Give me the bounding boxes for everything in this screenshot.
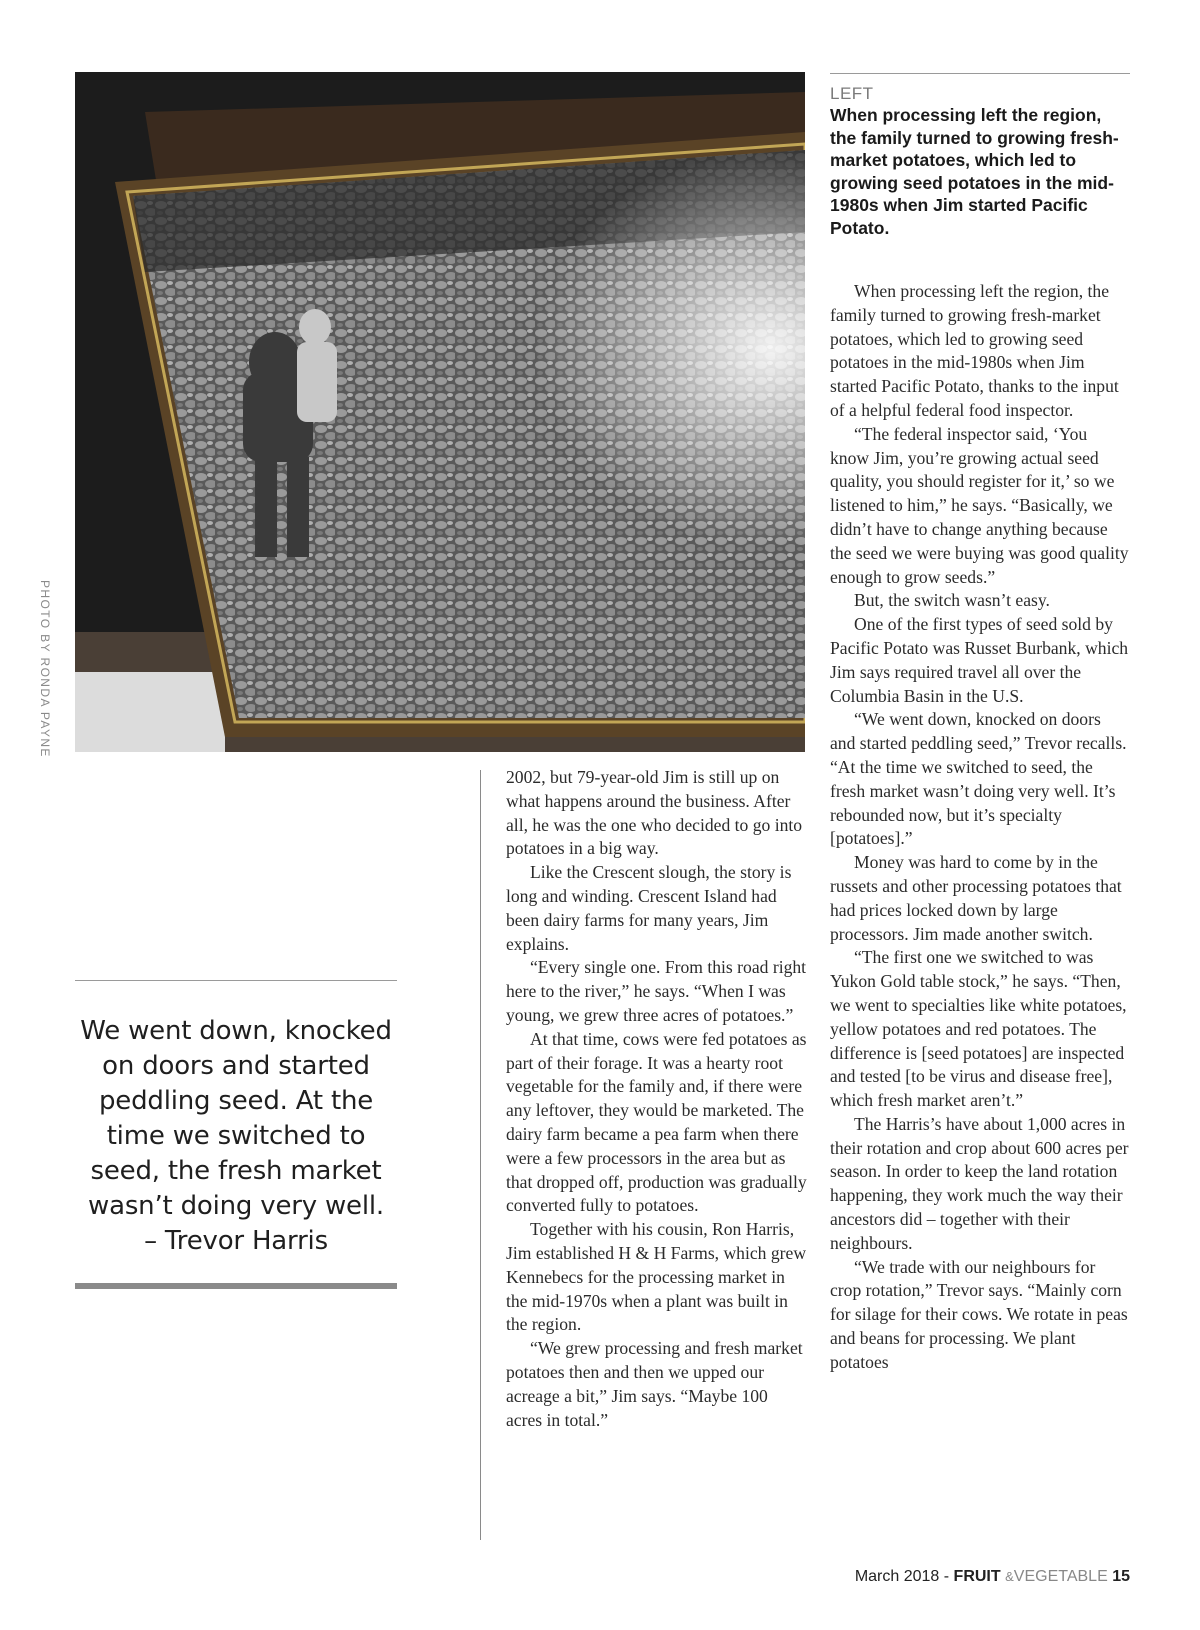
photo-credit: PHOTO BY RONDA PAYNE: [38, 580, 52, 758]
paragraph: “The first one we switched to was Yukon Gold table stock,” he says. “Then, we went to specialties like white potatoes, yellow potatoes and red potatoes. The difference is [seed potatoes] are inspected and tested [to be virus and disease free], which fresh market aren’t.”: [830, 947, 1127, 1111]
pull-quote-top-rule: [75, 980, 397, 981]
photo-illustration: [75, 72, 805, 752]
article-column-right: [830, 280, 1130, 1375]
paragraph: The Harris’s have about 1,000 acres in their rotation and crop about 600 acres per season. In order to keep the land rotation happening, they work much the way their ancestors did – together with their neighbours.: [830, 1113, 1129, 1253]
paragraph: “We grew processing and fresh market potatoes then and then we upped our acreage a bit,” Jim says. “Maybe 100 acres in total.”: [506, 1338, 803, 1430]
pull-quote: [75, 980, 397, 1289]
pull-quote-text: We went down, knocked on doors and started peddling seed. At the time we switched to seed, the fresh market wasn’t doing very well.: [80, 1016, 392, 1221]
paragraph: “The federal inspector said, ‘You know Jim, you’re growing actual seed quality, you should register for it,’ so we listened to him,” he says. “Basically, we didn’t have to change anything because the seed we were buying was good quality enough to grow seeds.”: [830, 423, 1129, 587]
magazine-name-vegetable: VEGETABLE: [1013, 1568, 1108, 1585]
caption-label: LEFT: [830, 84, 874, 103]
paragraph: Money was hard to come by in the russets and other processing potatoes that had prices locked down by large processors. Jim made another switch.: [830, 852, 1122, 944]
paragraph: At that time, cows were fed potatoes as part of their forage. It was a hearty root vegetable for the family and, if there were any leftover, they would be marketed. The dairy farm became a pea farm when there were a few processors in the area but as that dropped off, production was gradually converted fully to potatoes.: [506, 1028, 807, 1216]
footer-date: March 2018 -: [854, 1568, 954, 1585]
paragraph: Together with his cousin, Ron Harris, Jim established H & H Farms, which grew Kennebecs for the processing market in the mid-1970s when a plant was built in the region.: [506, 1219, 807, 1335]
caption-text: When processing left the region, the family turned to growing fresh-market potatoes, which led to growing seed potatoes in the mid-1980s when Jim started Pacific Potato.: [830, 105, 1119, 238]
page-footer: [855, 1568, 1130, 1586]
paragraph: But, the switch wasn’t easy.: [854, 590, 1050, 611]
photo-caption: [830, 73, 1130, 239]
paragraph: Like the Crescent slough, the story is long and winding. Crescent Island had been dairy farms for many years, Jim explains.: [506, 862, 792, 954]
magazine-name-amp: &: [1005, 1569, 1014, 1584]
paragraph: “Every single one. From this road right here to the river,” he says. “When I was young, we grew three acres of potatoes.”: [506, 957, 807, 1025]
magazine-name-fruit: FRUIT: [953, 1568, 1001, 1585]
column-divider: [480, 770, 481, 1540]
paragraph: When processing left the region, the family turned to growing fresh-market potatoes, which led to growing seed potatoes in the mid-1980s when Jim started Pacific Potato, thanks to the input of a helpful federal food inspector.: [830, 281, 1119, 420]
paragraph: 2002, but 79-year-old Jim is still up on what happens around the business. After all, he was the one who decided to go into potatoes in a big way.: [506, 767, 803, 859]
paragraph: One of the first types of seed sold by Pacific Potato was Russet Burbank, which Jim says required travel all over the Columbia Basin in the U.S.: [830, 614, 1129, 706]
paragraph: “We trade with our neighbours for crop rotation,” Trevor says. “Mainly corn for silage for their cows. We rotate in peas and beans for processing. We plant potatoes: [830, 1256, 1128, 1372]
pull-quote-body: [75, 1014, 397, 1259]
pull-quote-bottom-rule: [75, 1283, 397, 1289]
page-number: 15: [1112, 1568, 1130, 1585]
article-column-middle: [506, 766, 808, 1432]
paragraph: “We went down, knocked on doors and started peddling seed,” Trevor recalls. “At the time we switched to seed, the fresh market wasn’t doing very well. It’s rebounded now, but it’s specialty [potatoes].”: [830, 709, 1127, 849]
framed-potato-photo: [75, 72, 805, 752]
pull-quote-attribution: – Trevor Harris: [144, 1226, 328, 1256]
